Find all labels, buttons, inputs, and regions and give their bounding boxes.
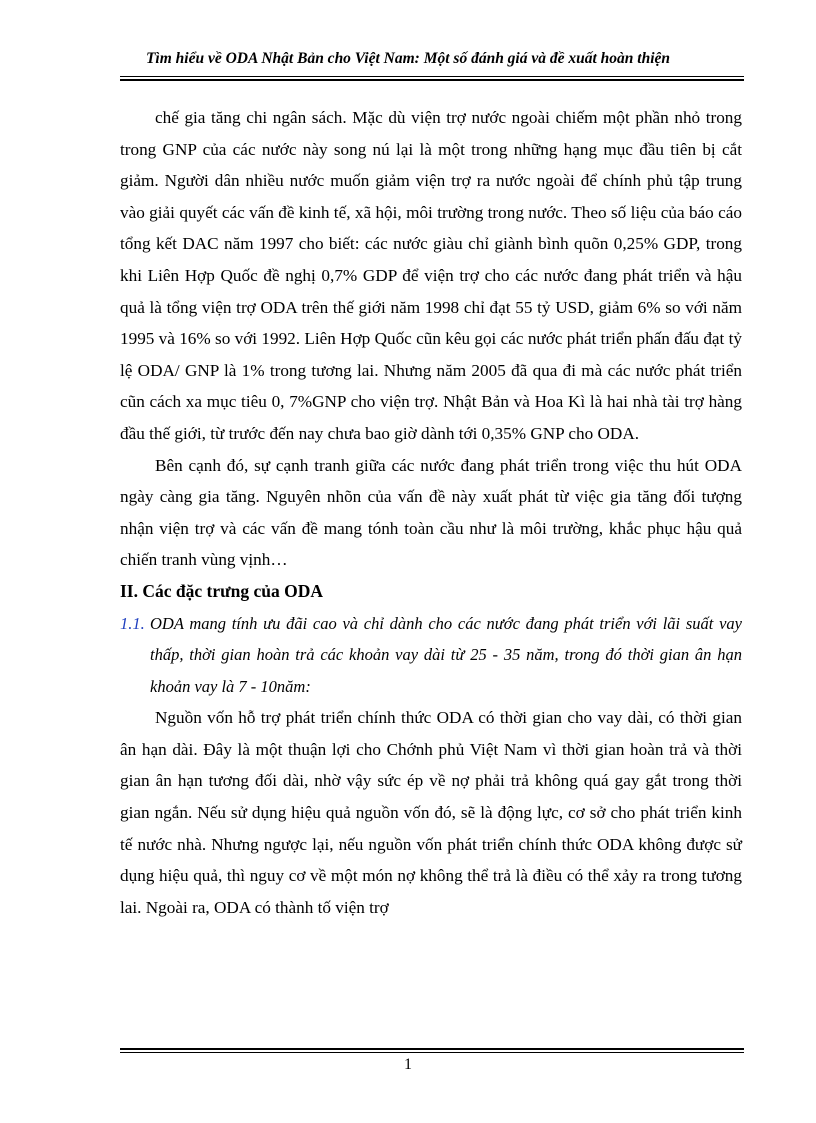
document-body: [120, 102, 742, 923]
page-number: 1: [404, 1056, 412, 1073]
section-heading: II. Các đặc trưng của ODA: [120, 580, 323, 601]
page-header-title: Tìm hiểu về ODA Nhật Bản cho Việt Nam: Một số đánh giá và đề xuất hoàn thiện: [145, 50, 671, 67]
header-divider: [120, 76, 744, 81]
subsection-item: [120, 608, 742, 703]
subsection-number: 1.1.: [120, 613, 145, 633]
paragraph-oda-capital: Nguồn vốn hỗ trợ phát triển chính thức ODA có thời gian cho vay dài, có thời gian ân hạn dài. Đây là một thuận lợi cho Chớnh phủ Việt Nam vì thời gian hoàn trả và thời gian ân hạn tương đối dài, nhờ vậy sức ép về nợ phải trả không quá gay gắt trong thời gian ngắn. Nếu sử dụng hiệu quả nguồn vốn đó, sẽ là động lực, cơ sở cho phát triển kinh tế nước nhà. Nhưng ngược lại, nếu nguồn vốn phát triển chính thức ODA không được sử dụng hiệu quả, thì nguy cơ về một món nợ không thể trả là điều có thể xảy ra trong tương lai. Ngoài ra, ODA có thành tố viện trợ: [120, 708, 742, 917]
subsection-text: ODA mang tính ưu đãi cao và chỉ dành cho các nước đang phát triển với lãi suất vay thấp, thời gian hoàn trả các khoản vay dài từ 25 - 35 năm, trong đó thời gian ân hạn khoản vay là 7 - 10năm:: [150, 613, 742, 696]
footer-divider: [120, 1048, 744, 1053]
paragraph-competition: Bên cạnh đó, sự cạnh tranh giữa các nước đang phát triển trong việc thu hút ODA ngày càng gia tăng. Nguyên nhõn của vấn đề này xuất phát từ việc gia tăng đối tượng nhận viện trợ và các vấn đề mang tónh toàn cầu như là môi trường, khắc phục hậu quả chiến tranh vùng vịnh…: [120, 455, 742, 570]
paragraph-continued: chế gia tăng chi ngân sách. Mặc dù viện trợ nước ngoài chiếm một phần nhỏ trong trong GNP của các nước này song nú lại là một trong những hạng mục đầu tiên bị cắt giảm. Người dân nhiều nước muốn giảm viện trợ ra nước ngoài để chính phủ tập trung vào giải quyết các vấn đề kinh tế, xã hội, môi trường trong nước. Theo số liệu của báo cáo tổng kết DAC năm 1997 cho biết: các nước giàu chỉ giành bình quõn 0,25% GDP, trong khi Liên Hợp Quốc đề nghị 0,7% GDP để viện trợ cho các nước đang phát triển và hậu quả là tổng viện trợ ODA trên thế giới năm 1998 chỉ đạt 55 tỷ USD, giảm 6% so với năm 1995 và 16% so với 1992. Liên Hợp Quốc cũn kêu gọi các nước phát triển phấn đấu đạt tỷ lệ ODA/ GNP là 1% trong tương lai. Nhưng năm 2005 đã qua đi mà các nước phát triển cũn cách xa mục tiêu 0, 7%GNP cho viện trợ. Nhật Bản và Hoa Kì là hai nhà tài trợ hàng đầu thế giới, từ trước đến nay chưa bao giờ dành tới 0,35% GNP cho ODA.: [120, 108, 742, 443]
